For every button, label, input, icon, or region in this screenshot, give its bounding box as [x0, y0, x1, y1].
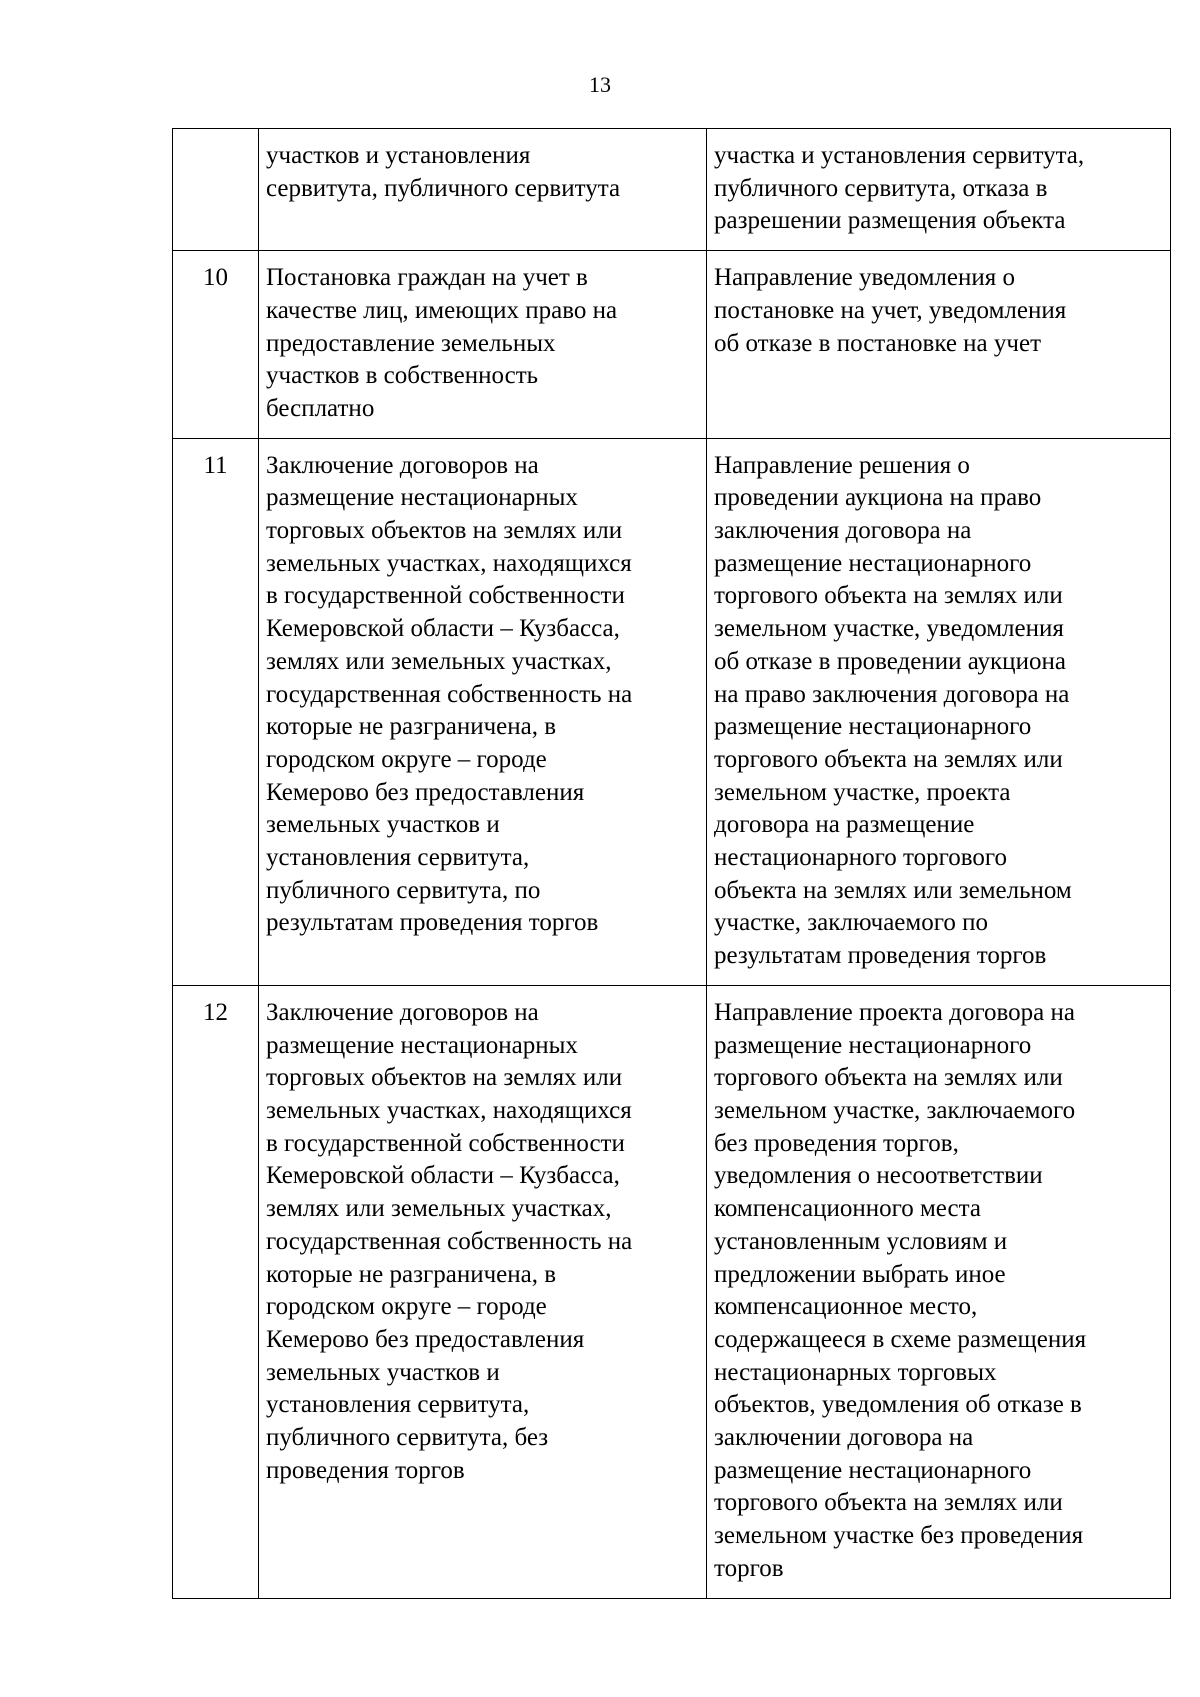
result-line: компенсационного места [714, 1195, 981, 1223]
service-line: земельных участках, находящихся [266, 549, 632, 577]
result-line: об отказе в постановке на учет [714, 329, 1042, 357]
service-line: публичного сервитута, без [266, 1424, 549, 1452]
result-line: Направление проекта договора на [714, 998, 1075, 1026]
service-line: Кемерово без предоставления [266, 1325, 585, 1353]
result-line: заключении договора на [714, 1424, 974, 1452]
result-line: размещение нестационарного [714, 1031, 1032, 1059]
service-line: качестве лиц, имеющих право на [266, 296, 618, 324]
service-line: Кемеровской области – Кузбасса, [266, 615, 620, 643]
service-result-cell [707, 129, 1171, 251]
result-line: земельном участке, проекта [714, 778, 1011, 806]
service-line: проведения торгов [266, 1456, 465, 1484]
table-row [173, 129, 1171, 251]
result-line: на право заключения договора на [714, 680, 1070, 708]
result-line: предложении выбрать иное [714, 1260, 1006, 1288]
service-line: земельных участков и [266, 1358, 500, 1386]
service-line: торговых объектов на землях или [266, 1064, 623, 1092]
service-line: предоставление земельных [266, 329, 556, 357]
row-number-cell: 12 [173, 985, 259, 1598]
service-line: торговых объектов на землях или [266, 517, 623, 545]
service-line: в государственной собственности [266, 1129, 625, 1157]
result-line: Направление уведомления о [714, 264, 1016, 292]
service-line: государственная собственность на [266, 680, 633, 708]
service-line: размещение нестационарных [266, 484, 578, 512]
result-line: торгового объекта на землях или [714, 582, 1063, 610]
result-line: участке, заключаемого по [714, 909, 988, 937]
service-line: установления сервитута, [266, 844, 530, 872]
service-line: землях или земельных участках, [266, 647, 612, 675]
service-line: Кемеровской области – Кузбасса, [266, 1162, 620, 1190]
table-row [173, 251, 1171, 439]
page-number: 13 [589, 72, 611, 97]
result-line: заключения договора на [714, 517, 972, 545]
service-line: государственная собственность на [266, 1227, 633, 1255]
result-line: объекта на землях или земельном [714, 876, 1072, 904]
service-result-cell [707, 251, 1171, 439]
result-line: земельном участке без проведения [714, 1522, 1084, 1550]
service-result-cell [707, 985, 1171, 1598]
row-number-cell: 11 [173, 438, 259, 985]
result-line: публичного сервитута, отказа в [714, 174, 1048, 202]
service-name-cell [259, 129, 707, 251]
service-line: установления сервитута, [266, 1391, 530, 1419]
result-line: уведомления о несоответствии [714, 1162, 1043, 1190]
result-line: содержащееся в схеме размещения [714, 1325, 1087, 1353]
table-row [173, 438, 1171, 985]
service-line: размещение нестационарных [266, 1031, 578, 1059]
service-result-cell [707, 438, 1171, 985]
result-line: без проведения торгов, [714, 1129, 959, 1157]
service-line: которые не разграничена, в [266, 1260, 557, 1288]
service-line: бесплатно [266, 394, 375, 422]
service-line: Кемерово без предоставления [266, 778, 585, 806]
service-line: Постановка граждан на учет в [266, 264, 588, 292]
services-table [172, 128, 1171, 1599]
result-line: торгового объекта на землях или [714, 1489, 1063, 1517]
service-line: Заключение договоров на [266, 451, 539, 479]
result-line: результатам проведения торгов [714, 942, 1047, 970]
result-line: нестационарного торгового [714, 844, 1008, 872]
result-line: объектов, уведомления об отказе в [714, 1391, 1082, 1419]
result-line: нестационарных торговых [714, 1358, 997, 1386]
result-line: размещение нестационарного [714, 713, 1032, 741]
service-line: городском округе – городе [266, 1293, 547, 1321]
service-line: земельных участков и [266, 811, 500, 839]
result-line: компенсационное место, [714, 1293, 978, 1321]
result-line: постановке на учет, уведомления [714, 296, 1067, 324]
service-line: городском округе – городе [266, 745, 547, 773]
row-number-cell: 10 [173, 251, 259, 439]
result-line: договора на размещение [714, 811, 975, 839]
table-body [173, 129, 1171, 1599]
result-line: земельном участке, заключаемого [714, 1096, 1076, 1124]
service-name-cell [259, 438, 707, 985]
result-line: размещение нестационарного [714, 549, 1032, 577]
service-line: результатам проведения торгов [266, 909, 599, 937]
service-line: участков в собственность [266, 362, 539, 390]
service-line: публичного сервитута, по [266, 876, 541, 904]
table-row [173, 985, 1171, 1598]
service-line: которые не разграничена, в [266, 713, 557, 741]
result-line: разрешении размещения объекта [714, 207, 1066, 235]
result-line: участка и установления сервитута, [714, 142, 1085, 169]
service-line: землях или земельных участках, [266, 1195, 612, 1223]
service-name-cell [259, 251, 707, 439]
result-line: земельном участке, уведомления [714, 615, 1064, 643]
service-line: участков и установления [266, 142, 531, 169]
result-line: торгового объекта на землях или [714, 1064, 1063, 1092]
result-line: проведении аукциона на право [714, 484, 1042, 512]
service-line: Заключение договоров на [266, 998, 539, 1026]
service-line: сервитута, публичного сервитута [266, 174, 621, 202]
result-line: торгового объекта на землях или [714, 745, 1063, 773]
result-line: торгов [714, 1554, 784, 1582]
row-number-cell [173, 129, 259, 251]
service-line: земельных участках, находящихся [266, 1096, 632, 1124]
service-name-cell [259, 985, 707, 1598]
result-line: размещение нестационарного [714, 1456, 1032, 1484]
result-line: установленным условиям и [714, 1227, 1008, 1255]
result-line: об отказе в проведении аукциона [714, 647, 1066, 675]
service-line: в государственной собственности [266, 582, 625, 610]
result-line: Направление решения о [714, 451, 970, 479]
